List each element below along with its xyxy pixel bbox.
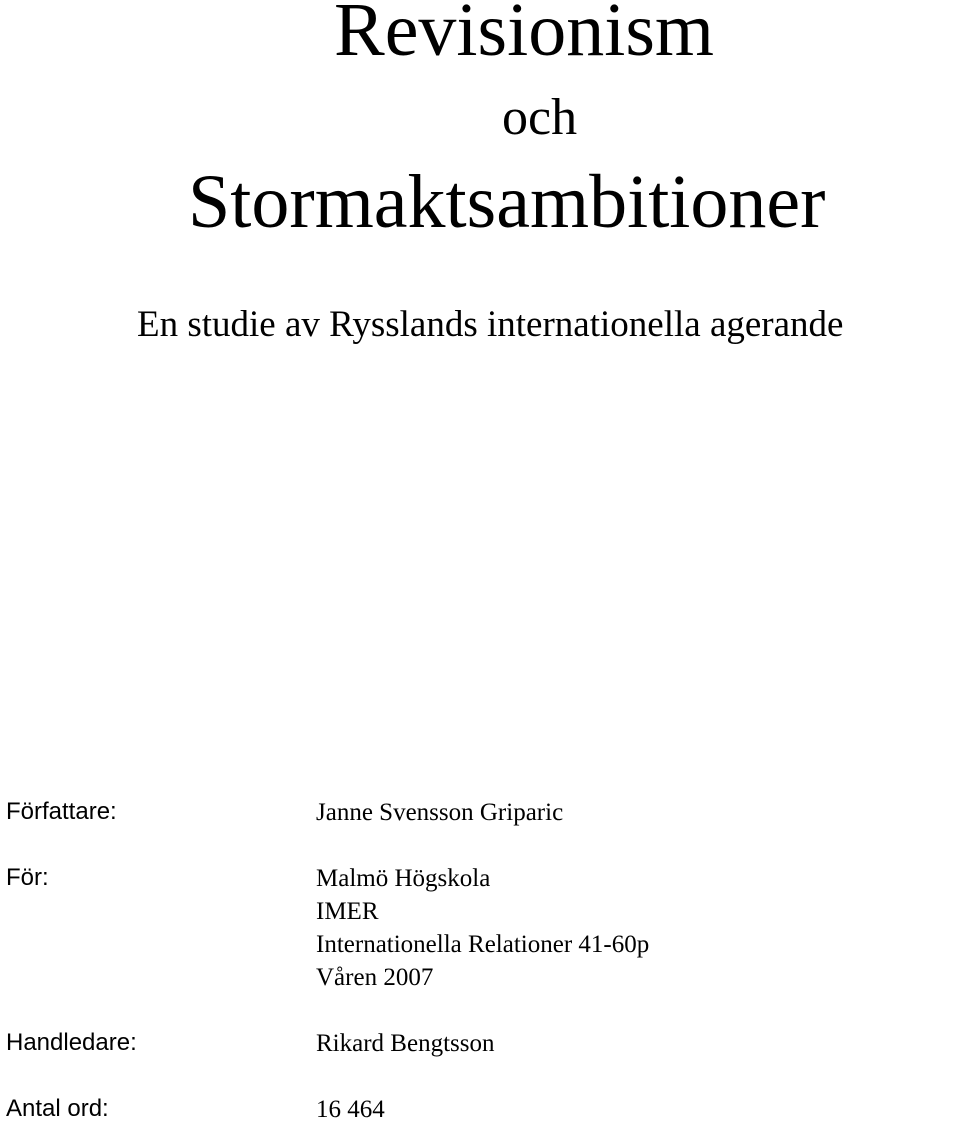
for-value-department: IMER [316, 898, 379, 925]
supervisor-label: Handledare: [6, 1029, 137, 1056]
for-value-institution: Malmö Högskola [316, 865, 491, 892]
supervisor-value: Rikard Bengtsson [316, 1030, 495, 1057]
for-value-course: Internationella Relationer 41-60p [316, 931, 650, 958]
title-line-och: och [502, 89, 578, 146]
wordcount-label: Antal ord: [6, 1095, 109, 1122]
for-label: För: [6, 864, 49, 891]
wordcount-value: 16 464 [316, 1096, 385, 1123]
author-value: Janne Svensson Griparic [316, 799, 564, 826]
subtitle: En studie av Rysslands internationella agerande [137, 304, 844, 345]
author-label: Författare: [6, 798, 117, 825]
for-value-term: Våren 2007 [316, 964, 434, 991]
title-line-stormaktsambitioner: Stormaktsambitioner [188, 160, 826, 244]
title-line-revisionism: Revisionism [334, 0, 715, 72]
